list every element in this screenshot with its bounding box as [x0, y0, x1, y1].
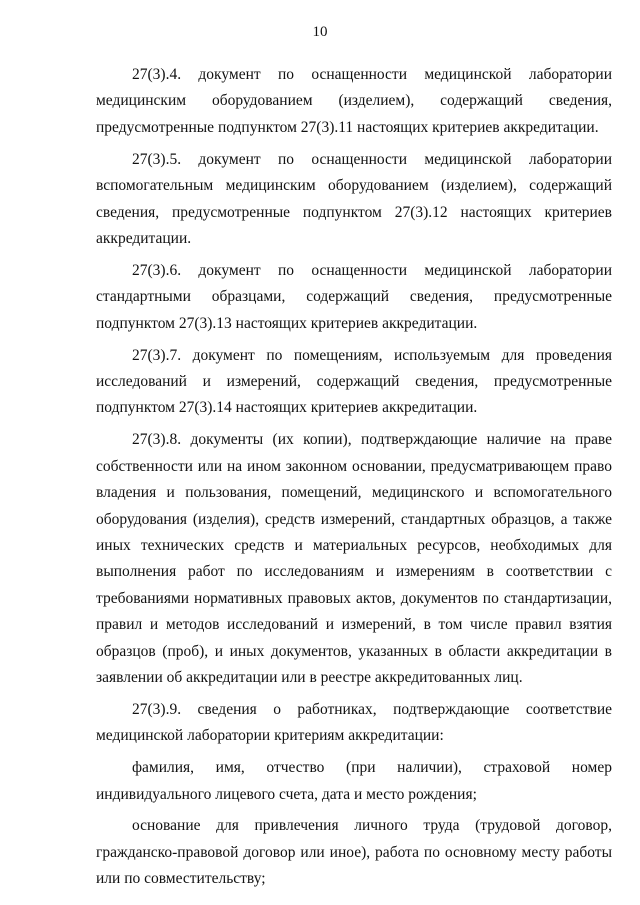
- paragraph-27-3-6: 27(3).6. документ по оснащенности медицинской лаборатории стандартными образцами, содержащий сведения, предусмотренные подпунктом 27(3).13 настоящих критериев аккредитации.: [96, 261, 612, 332]
- paragraph-27-3-4: 27(3).4. документ по оснащенности медицинской лаборатории медицинским оборудованием (изделием), содержащий сведения, предусмотренные подпунктом 27(3).11 настоящих критериев аккредитации.: [96, 66, 612, 136]
- paragraph-27-3-9: 27(3).9. сведения о работниках, подтверждающие соответствие медицинской лаборатории критериям аккредитации:: [96, 700, 612, 745]
- page-number: 10: [312, 24, 328, 40]
- paragraph-27-3-7: 27(3).7. документ по помещениям, используемым для проведения исследований и измерений, содержащий сведения, предусмотренные подпунктом 27(3).14 настоящих критериев аккредитации.: [96, 346, 612, 417]
- paragraph-employment-basis: основание для привлечения личного труда (трудовой договор, гражданско-правовой договор или иное), работа по основному месту работы или по совместительству;: [96, 817, 612, 888]
- document-body: [96, 62, 612, 893]
- paragraph-worker-identity: фамилия, имя, отчество (при наличии), страховой номер индивидуального лицевого счета, дата и место рождения;: [96, 759, 612, 803]
- paragraph-27-3-5: 27(3).5. документ по оснащенности медицинской лаборатории вспомогательным медицинским оборудованием (изделием), содержащий сведения, предусмотренные подпунктом 27(3).12 настоящих критериев аккредитации.: [96, 150, 612, 247]
- paragraph-27-3-8: 27(3).8. документы (их копии), подтверждающие наличие на праве собственности или на ином законном основании, предусматривающем право владения и пользования, помещений, медицинского и вспомогательного оборудования (изделия), средств измерений, стандартных образцов, а также иных технических средств и материальных ресурсов, необходимых для выполнения работ по исследованиям и измерениям в соответствии с требованиями нормативных правовых актов, документов по стандартизации, правил и методов исследований и измерений, в том числе правил взятия образцов (проб), и иных документов, указанных в области аккредитации в заявлении об аккредитации или в реестре аккредитованных лиц.: [96, 431, 612, 686]
